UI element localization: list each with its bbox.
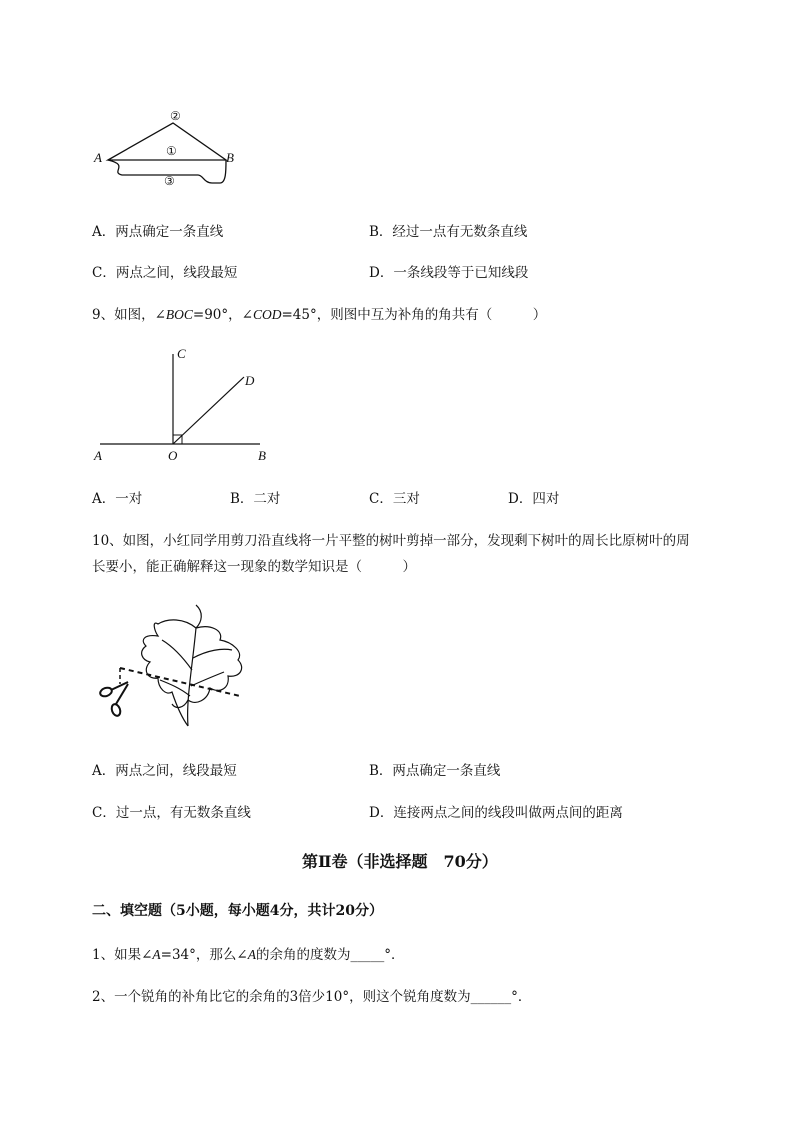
f1-mid: =34°，那么∠ — [160, 947, 248, 963]
q10-stem-line1: 10、如图，小红同学用剪刀沿直线将一片平整的树叶剪掉一部分，发现剩下树叶的周长比原树叶的周 — [92, 533, 690, 549]
mark-1: ① — [166, 144, 177, 158]
angle-a: A — [247, 947, 256, 962]
q10-leaf-figure — [92, 600, 252, 730]
label-o: O — [168, 448, 178, 463]
q9-prefix: 9、如图，∠ — [92, 307, 166, 323]
q10-option-a[interactable]: A．两点之间，线段最短 — [92, 763, 237, 779]
q8-option-d[interactable]: D．一条线段等于已知线段 — [369, 265, 529, 281]
q8-figure — [90, 105, 250, 190]
label-b: B — [258, 448, 266, 463]
angle-a: A — [152, 947, 161, 962]
q10-option-c[interactable]: C．过一点，有无数条直线 — [92, 805, 251, 821]
q10-option-b[interactable]: B．两点确定一条直线 — [369, 763, 501, 779]
q9-mid: =90°，∠ — [192, 307, 253, 323]
q9-stem — [92, 303, 546, 323]
q8-option-a[interactable]: A．两点确定一条直线 — [92, 224, 224, 240]
label-b: B — [226, 150, 234, 165]
label-a: A — [94, 448, 102, 463]
f1-prefix: 1、如果∠ — [92, 947, 153, 963]
q9-option-a[interactable]: A．一对 — [92, 491, 143, 507]
q9-figure — [90, 340, 280, 465]
label-c: C — [177, 346, 186, 361]
fill-question-1 — [92, 943, 404, 963]
q9-option-b[interactable]: B．二对 — [230, 491, 281, 507]
label-a: A — [94, 150, 102, 165]
leaf-icon — [142, 605, 242, 726]
f1-suffix: 的余角的度数为_____°． — [255, 947, 405, 963]
mark-2: ② — [170, 109, 181, 123]
q10-stem-line2: 长要小，能正确解释这一现象的数学知识是（ ） — [92, 559, 416, 575]
angle-boc: BOC — [165, 307, 193, 322]
q8-option-c[interactable]: C．两点之间，线段最短 — [92, 265, 238, 281]
q9-option-c[interactable]: C．三对 — [369, 491, 420, 507]
angle-cod: COD — [252, 307, 282, 322]
scissors-icon — [99, 682, 128, 717]
q9-option-d[interactable]: D．四对 — [508, 491, 560, 507]
part2-title: 第Ⅱ卷（非选择题 70分） — [302, 852, 498, 871]
mark-3: ③ — [164, 174, 175, 188]
q8-option-b[interactable]: B．经过一点有无数条直线 — [369, 224, 528, 240]
q9-suffix: =45°，则图中互为补角的角共有（ ） — [281, 307, 547, 323]
section2-heading: 二、填空题（5小题，每小题4分，共计20分） — [92, 903, 383, 919]
fill-question-2: 2、一个锐角的补角比它的余角的3倍少10°，则这个锐角度数为______°． — [92, 989, 532, 1005]
label-d: D — [245, 373, 255, 388]
q10-option-d[interactable]: D．连接两点之间的线段叫做两点间的距离 — [369, 805, 623, 821]
